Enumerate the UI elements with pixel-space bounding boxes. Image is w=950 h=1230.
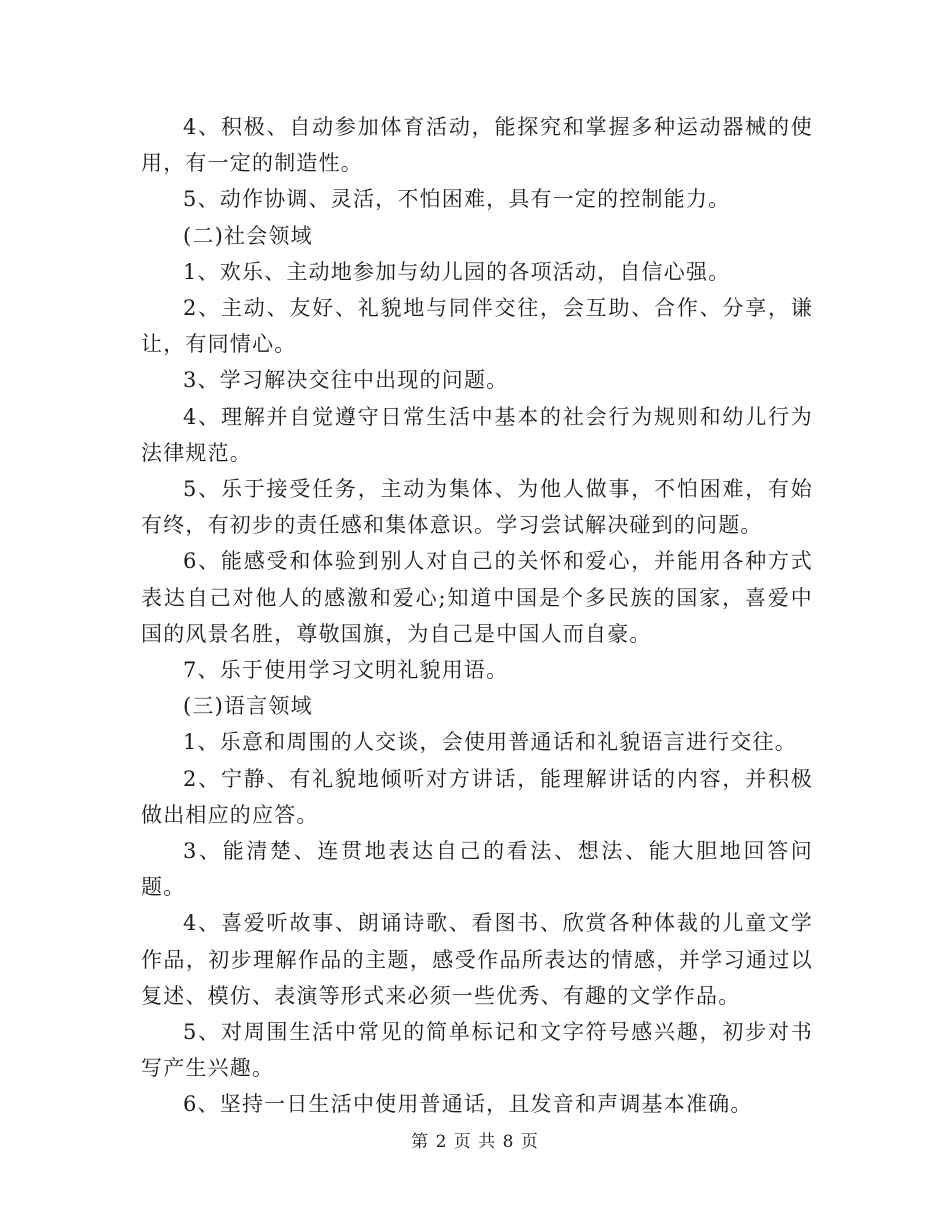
paragraph-10: 7、乐于使用学习文明礼貌用语。 [183, 658, 509, 683]
paragraph-14: 3、能清楚、连贯地表达自己的看法、想法、能大胆地回答问题。 [141, 839, 813, 900]
page-body [141, 109, 813, 1123]
paragraph-15: 4、喜爱听故事、朗诵诗歌、看图书、欣赏各种体裁的儿童文学作品，初步理解作品的主题，感受作品所表达的情感，并学习通过以复述、模仿、表演等形式来必须一些优秀、有趣的文学作品。 [141, 911, 813, 1008]
paragraph-2: 5、动作协调、灵活，不怕困难，具有一定的控制能力。 [183, 187, 731, 212]
paragraph-1: 4、积极、自动参加体育活动，能探究和掌握多种运动器械的使用，有一定的制造性。 [141, 115, 813, 176]
paragraph-4: 1、欢乐、主动地参加与幼儿园的各项活动，自信心强。 [183, 259, 731, 284]
paragraph-7: 4、理解并自觉遵守日常生活中基本的社会行为规则和幼儿行为法律规范。 [141, 404, 813, 465]
paragraph-9: 6、能感受和体验到别人对自己的关怀和爱心，并能用各种方式表达自己对他人的感激和爱心;知道中国是个多民族的国家，喜爱中国的风景名胜，尊敬国旗，为自己是中国人而自豪。 [141, 549, 813, 646]
section-heading-social: (二)社会领域 [183, 223, 313, 248]
section-heading-language: (三)语言领域 [183, 694, 313, 719]
page-number-label: 第 2 页 共 8 页 [411, 1132, 539, 1152]
paragraph-6: 3、学习解决交往中出现的问题。 [183, 368, 509, 393]
paragraph-13: 2、宁静、有礼貌地倾听对方讲话，能理解讲话的内容，并积极做出相应的应答。 [141, 766, 813, 827]
paragraph-17: 6、坚持一日生活中使用普通话，且发音和声调基本准确。 [183, 1092, 753, 1117]
paragraph-12: 1、乐意和周围的人交谈，会使用普通话和礼貌语言进行交往。 [183, 730, 797, 755]
page-footer [0, 1127, 950, 1152]
paragraph-8: 5、乐于接受任务，主动为集体、为他人做事，不怕困难，有始有终，有初步的责任感和集体意识。学习尝试解决碰到的问题。 [141, 477, 813, 538]
paragraph-16: 5、对周围生活中常见的简单标记和文字符号感兴趣，初步对书写产生兴趣。 [141, 1020, 813, 1081]
paragraph-5: 2、主动、友好、礼貌地与同伴交往，会互助、合作、分享，谦让，有同情心。 [141, 296, 813, 357]
